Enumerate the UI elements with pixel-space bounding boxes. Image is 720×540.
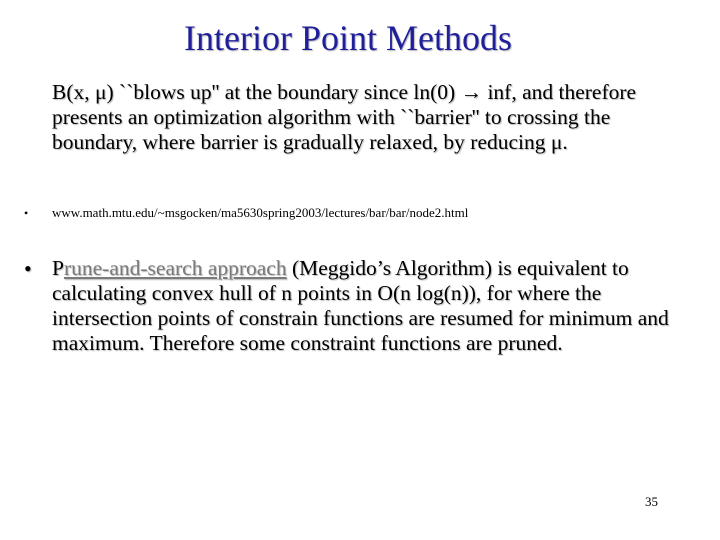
prune-search-paragraph-text: (Meggido’s Algorithm) is equivalent to calculating convex hull of n points in O(n log(n)), for where the intersection points of constrain functions are resumed for minimum and maximum. Therefore some constraint functions are pruned. [52, 256, 669, 355]
slide-title: Interior Point Methods [184, 18, 512, 58]
prune-search-link-initial: P [52, 256, 64, 280]
bullet-point-url: • [24, 206, 29, 220]
barrier-paragraph [52, 80, 692, 155]
prune-search-paragraph [52, 256, 692, 356]
barrier-paragraph-text-start: B(x, μ) ``blows up'' at the boundary since ln(0) [52, 80, 461, 104]
reference-url: www.math.mtu.edu/~msgocken/ma5630spring2003/lectures/bar/bar/node2.html [52, 205, 469, 220]
right-arrow-icon: → [460, 80, 483, 104]
barrier-paragraph-text-end: inf, and therefore presents an optimization algorithm with ``barrier'' to crossing the boundary, where barrier is gradually relaxed, by reducing μ. [52, 80, 637, 154]
prune-search-link[interactable] [52, 256, 287, 280]
bullet-point-prune: • [24, 256, 32, 281]
page-number: 35 [645, 494, 658, 509]
prune-search-link-text: rune-and-search approach [63, 256, 287, 280]
